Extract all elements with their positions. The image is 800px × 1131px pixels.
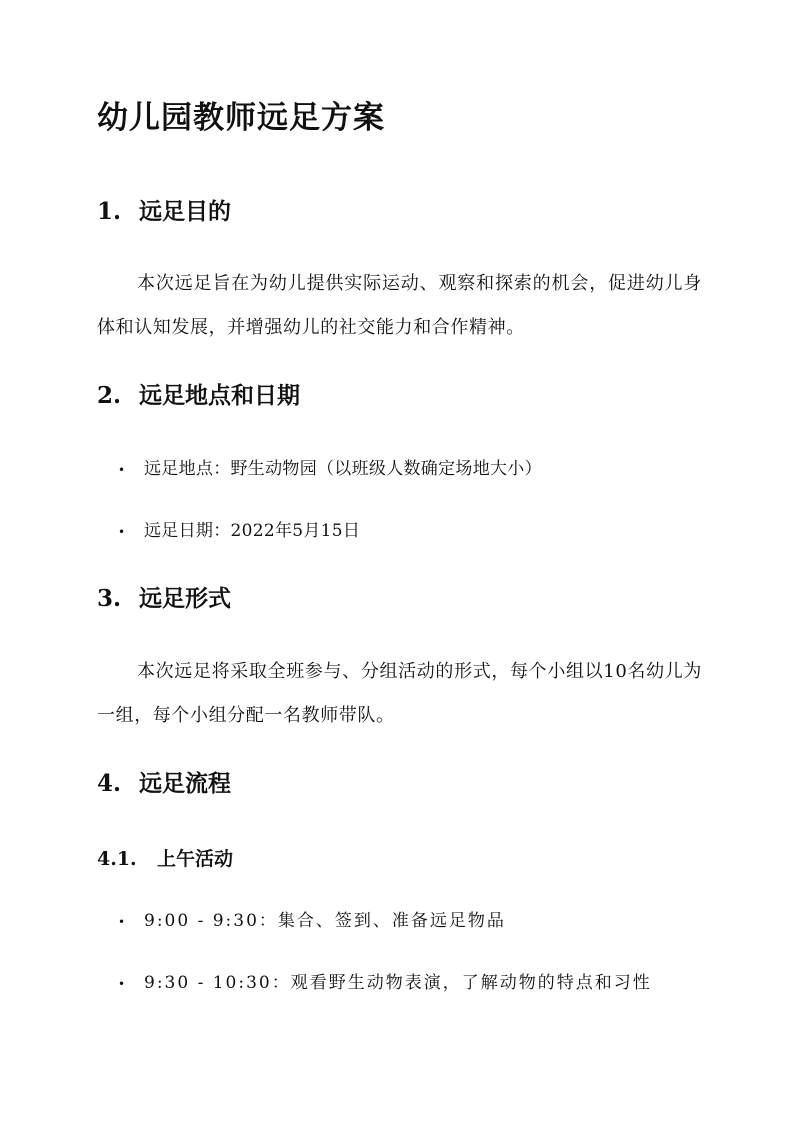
section-1-paragraph: 本次远足旨在为幼儿提供实际运动、观察和探索的机会，促进幼儿身体和认知发展，并增强幼儿的社交能力和合作精神。 xyxy=(97,273,702,338)
subsection-4-1-title: 上午活动 xyxy=(157,848,234,870)
list-item-text: 9:30 - 10:30：观看野生动物表演，了解动物的特点和习性 xyxy=(144,973,652,993)
list-item-text: 远足地点：野生动物园（以班级人数确定场地大小） xyxy=(144,459,542,479)
subsection-4-1-number: 4.1. xyxy=(97,848,137,870)
list-item xyxy=(118,907,506,936)
section-2-title: 远足地点和日期 xyxy=(139,382,300,409)
section-4-title: 远足流程 xyxy=(139,770,231,797)
bullet-icon: • xyxy=(118,914,126,929)
section-3-paragraph: 本次远足将采取全班参与、分组活动的形式，每个小组以10名幼儿为一组，每个小组分配一名教师带队。 xyxy=(97,661,702,726)
list-item-text: 9:00 - 9:30：集合、签到、准备远足物品 xyxy=(144,911,506,931)
list-item xyxy=(118,517,360,546)
section-1-title: 远足目的 xyxy=(139,198,231,225)
section-4-number: 4. xyxy=(97,770,122,797)
section-3-number: 3. xyxy=(97,585,122,612)
section-1-heading xyxy=(97,196,231,228)
list-item xyxy=(118,455,542,484)
bullet-icon: • xyxy=(118,976,126,991)
section-2-number: 2. xyxy=(97,382,122,409)
section-1-number: 1. xyxy=(97,198,122,225)
list-item xyxy=(118,969,652,998)
section-3-heading xyxy=(97,583,231,615)
list-item-text: 远足日期：2022年5月15日 xyxy=(144,521,361,541)
bullet-icon: • xyxy=(118,462,126,477)
bullet-icon: • xyxy=(118,524,126,539)
document-title: 幼儿园教师远足方案 xyxy=(97,100,385,136)
section-3-title: 远足形式 xyxy=(139,585,231,612)
section-4-heading xyxy=(97,768,231,800)
section-2-heading xyxy=(97,380,300,412)
subsection-4-1-heading xyxy=(97,845,233,873)
